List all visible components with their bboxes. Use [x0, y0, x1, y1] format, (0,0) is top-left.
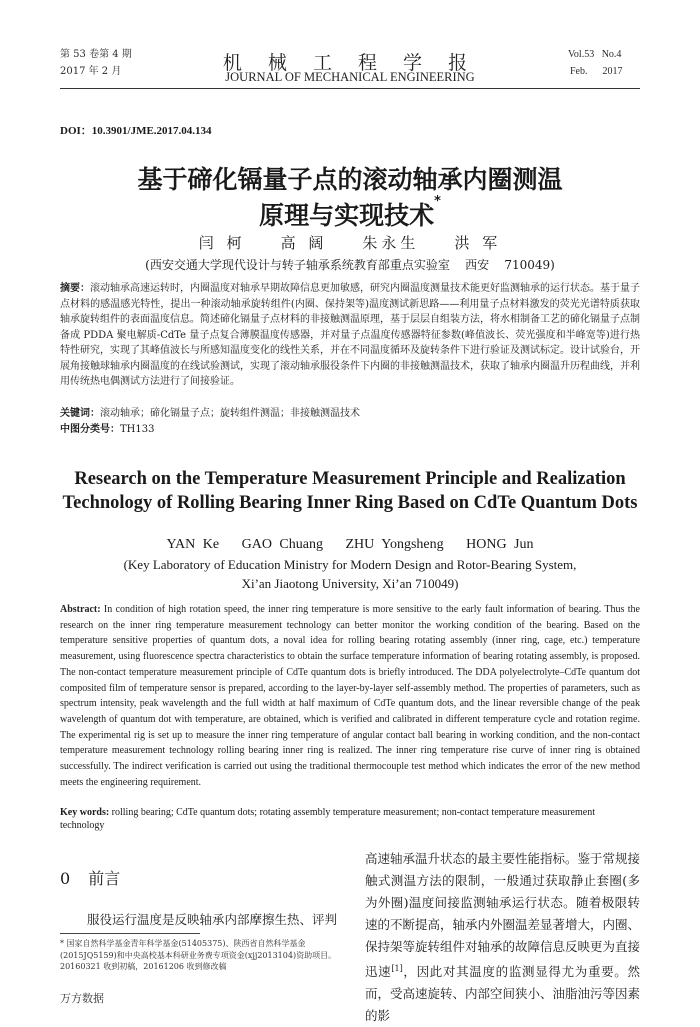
intro-right-paragraph: 高速轴承温升状态的最主要性能指标。鉴于常规接触式测温方法的限制，一般通过获取静止套圈(多为外圈)温度间接监测轴承运行状态。随着极限转速的不断提高，轴承内外圈温差显著增大，内圈、保持架等旋转组件对轴承的故障信息反映更为直接迅速[1]，因此对其温度的监测显得尤为重要。然而，受高速旋转、内部空间狭小、油脂油污等因素的影: [365, 851, 641, 1024]
classification-cn-text: TH133: [120, 424, 155, 435]
source-watermark: 万方数据: [60, 992, 104, 1005]
title-en-line1: Research on the Temperature Measurement Principle and Realization: [74, 469, 626, 489]
section-heading: [60, 866, 120, 889]
header-rule: [60, 88, 640, 89]
abstract-en-label: Abstract:: [60, 604, 101, 615]
classification-cn: [60, 422, 154, 437]
abstract-cn-text: 滚动轴承高速运转时，内圈温度对轴承早期故障信息更加敏感，研究内圈温度测量技术能更好监测轴承的运行状态。基于量子点材料的感温感光特性，提出一种滚动轴承旋转组件(内圈、保持架等)温度测试新思路——利用量子点材料激发的荧光光谱特质获取轴承旋转组件的表面温度信息。简述碲化镉量子点材料的非接触测温原理，基于层层自组装方法，将水相制备工艺的碲化镉量子点制备成 PDDA 聚电解质-CdTe 量子点复合薄膜温度传感器，并对量子点温度传感器特征参数(峰值波长、荧光强度和半峰宽等)进行热特性研究，实现了其峰值波长与所感知温度变化的线性关系，并在不同温度循环及旋转条件下进行验证及测试标定。设计试验台，开展角接触球轴承内圈温度的在线试验测试，实现了滚动轴承服役条件下内圈的非接触测温技术，获取了轴承内圈温升历程曲线，并利用传统热电偶测试方法进行了间接验证。: [60, 283, 640, 387]
abstract-en-text: In condition of high rotation speed, the inner ring temperature is more sensitive to the early fault information of bearing. Thus the research on the inner ring temperature measurement technology can better monitor the working condition of the bearing. Based on the temperature sensitive properties of quantum dots, a noval idea for rolling bearing rotating assembly (inner ring, cage, etc.) temperature measurement, using fluorescence spectra characteristics to obtain the surface temperature information of bearing rotating assembly, is proposed. The non-contact temperature measurement principle of CdTe quantum dots is briefly introduced. The DDA polyelectrolyte–CdTe quantum dot composited film of temperature sensor is prepared, according to the layer-by-layer self-assembly method. The properties of parameters, such as spectrum intensity, peak wavelength and the full width at half maximum of CdTe quantum dots, and the linear reversible change of the peak wavelength of quantum dot with temperature, are obtained, which is verified and calibrated in different temperature cycle and rotation regime. The experimental rig is set up to measure the inner ring temperature of angular contact ball bearing in working condition, and the non-contact temperature measurement technology rolling bearing inner ring is realized. The inner ring temperature rise curve of inner ring is obtained successfully. The indirect verification is carried out using the traditional thermocouple test method which indicates the error of the new method meets the engineering requirement.: [60, 604, 641, 788]
section-title: 前言: [88, 869, 121, 888]
volume-issue-cn: 第 53 卷第 4 期: [60, 49, 132, 60]
doi: DOI：10.3901/JME.2017.04.134: [60, 125, 212, 137]
abstract-en: [60, 602, 640, 790]
abstract-cn-label: 摘要：: [60, 283, 90, 294]
title-en-line2: Technology of Rolling Bearing Inner Ring Based on CdTe Quantum Dots: [62, 493, 638, 513]
section-number: 0: [60, 869, 71, 888]
authors-en: YAN Ke GAO Chuang ZHU Yongsheng HONG Jun: [166, 537, 534, 552]
authors-cn: 闫 柯 高 阔 朱永生 洪 军: [198, 234, 502, 252]
affiliation-cn: (西安交通大学现代设计与转子轴承系统教育部重点实验室 西安 710049): [145, 258, 555, 272]
footnote-rule: [60, 933, 200, 934]
title-footnote-mark: *: [434, 194, 441, 209]
title-cn-line2: 原理与实现技术*: [259, 194, 441, 230]
keywords-cn: [60, 406, 640, 421]
title-cn-line1: 基于碲化镉量子点的滚动轴承内圈测温: [137, 165, 563, 194]
keywords-en-label: Key words:: [60, 807, 110, 818]
date-cn: 2017 年 2 月: [60, 66, 122, 77]
abstract-cn: [60, 281, 640, 390]
journal-title-cn: 机 械 工 程 学 报: [222, 52, 478, 74]
keywords-en: [60, 806, 640, 832]
volume-issue-en: Vol.53 No.4: [568, 49, 622, 60]
journal-title-en: JOURNAL OF MECHANICAL ENGINEERING: [225, 70, 475, 84]
keywords-cn-label: 关键词：: [60, 408, 100, 419]
intro-left-paragraph: 服役运行温度是反映轴承内部摩擦生热、评判: [87, 912, 338, 927]
date-en: Feb. 2017: [570, 66, 623, 77]
affiliation-en-line2: Xi’an Jiaotong University, Xi’an 710049): [241, 576, 459, 591]
keywords-cn-text: 滚动轴承；碲化镉量子点；旋转组件测温；非接触测温技术: [100, 408, 360, 419]
classification-cn-label: 中图分类号：: [60, 424, 120, 435]
citation-ref: [1]: [391, 964, 403, 973]
funding-footnote: * 国家自然科学基金青年科学基金(51405375)、陕西省自然科学基金(2015JQ5159)和中央高校基本科研业务费专项资金(xjj2013104)资助项目。20160321 收到初稿，20161206 收到修改稿: [60, 939, 337, 971]
affiliation-en-line1: (Key Laboratory of Education Ministry for Modern Design and Rotor-Bearing System,: [123, 557, 577, 572]
keywords-en-text: rolling bearing; CdTe quantum dots; rotating assembly temperature measurement; non-contact temperature measurement technology: [60, 807, 595, 831]
